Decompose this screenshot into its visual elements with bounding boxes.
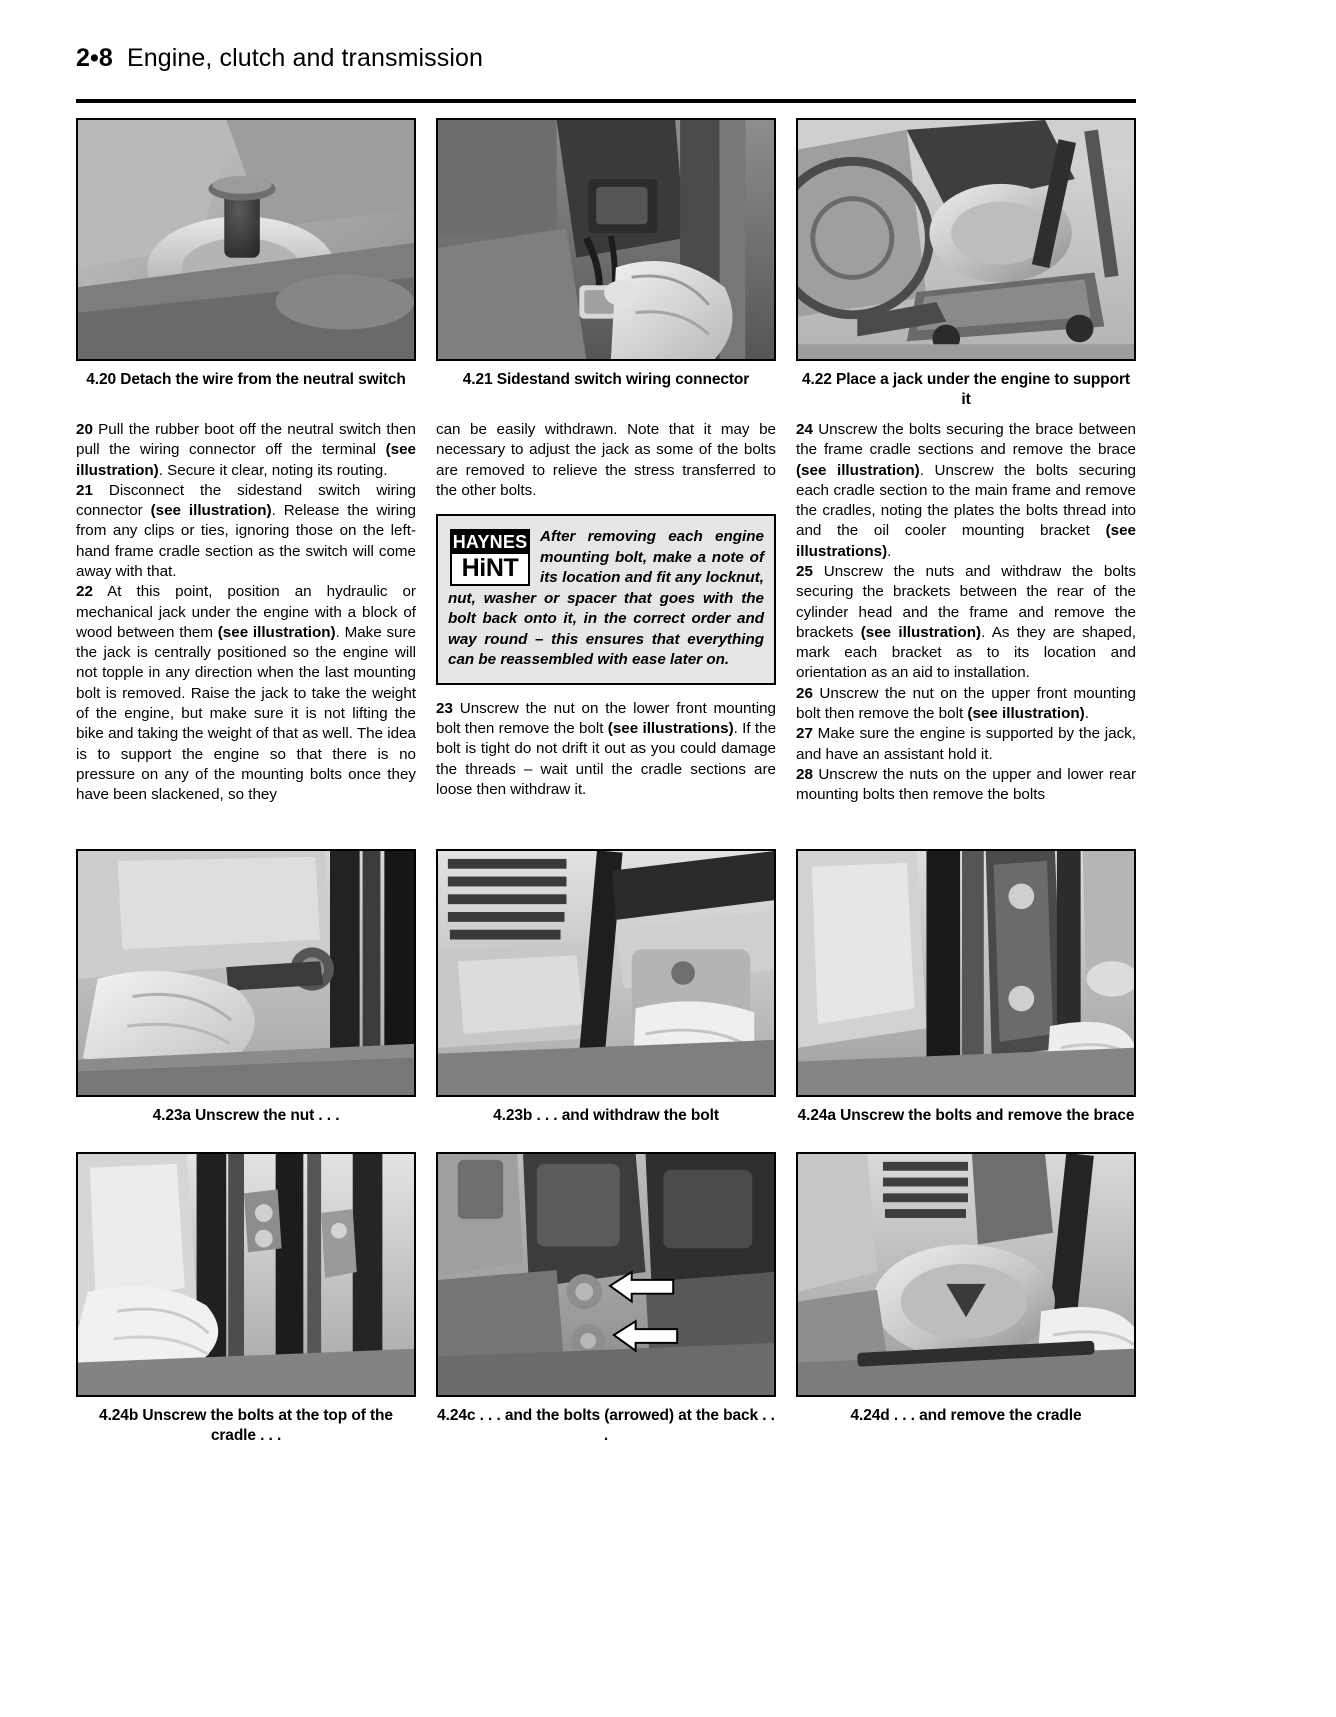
photo-4-22-image <box>798 120 1134 359</box>
photo-4-24b <box>76 1152 416 1397</box>
page-title <box>76 44 1136 73</box>
para-27-text-a: Make sure the engine is supported by the jack, and have an assistant hold it. <box>796 725 1136 763</box>
caption-4-24d: 4.24d . . . and remove the cradle <box>850 1407 1082 1424</box>
para-20-text-a: Pull the rubber boot off the neutral switch then pull the wiring connector off the terminal <box>76 421 416 459</box>
para-23-text-b: . If the bolt is tight do not drift it out as you could damage the threads – wait until the cradle sections are loose then withdraw it. <box>436 720 777 798</box>
para-24-text-c: . <box>887 542 892 560</box>
haynes-hint-logo <box>450 529 530 586</box>
haynes-hint-box <box>436 514 776 685</box>
para-24-bold-b: (see illustrations) <box>796 522 1136 560</box>
caption-4-20: 4.20 Detach the wire from the neutral switch <box>86 371 406 388</box>
haynes-logo-text: HAYNES <box>452 532 528 553</box>
para-num-22: 22 <box>76 583 93 601</box>
caption-4-22: 4.22 Place a jack under the engine to support it <box>802 371 1130 408</box>
photo-4-24d <box>796 1152 1136 1397</box>
para-22-bold-a: (see illustration) <box>217 623 336 641</box>
photo-row-2 <box>76 849 1136 1126</box>
figure-4-23a <box>76 849 416 1126</box>
para-24-bold-a: (see illustration) <box>796 461 920 479</box>
para-28-text-a: Unscrew the nuts on the upper and lower rear mounting bolts then remove the bolts <box>796 765 1136 804</box>
photo-4-22 <box>796 118 1136 361</box>
paragraph-28 <box>796 765 1136 806</box>
para-20-bold-a: (see illustration) <box>76 441 416 479</box>
para-25-text-b: . As they are shaped, mark each bracket as to its location and orientation as an aid to installation. <box>796 623 1136 682</box>
para-22-text-a: At this point, position an hydraulic or mechanical jack under the engine with a block of wood between them <box>76 583 416 641</box>
figure-4-24a <box>796 849 1136 1126</box>
para-num-25: 25 <box>796 562 813 580</box>
photo-4-20 <box>76 118 416 361</box>
paragraph-21 <box>76 481 416 582</box>
para-24-text-b: . Unscrew the bolts securing each cradle section to the main frame and remove the cradles, noting the plates the bolts thread into and the oil cooler mounting bracket <box>796 461 1136 540</box>
caption-4-21: 4.21 Sidestand switch wiring connector <box>462 371 750 388</box>
haynes-hint-text: After removing each engine mounting bolt, make a note of its location and fit any locknut, nut, washer or spacer that goes with the bolt back onto it, in the correct order and way round – this ensures that everything can be reassembled with ease later on. <box>448 528 764 669</box>
para-25-bold-a: (see illustration) <box>860 623 982 641</box>
paragraph-23 <box>436 699 776 800</box>
photo-4-24b-image <box>78 1154 414 1395</box>
caption-4-23a: 4.23a Unscrew the nut . . . <box>152 1107 340 1124</box>
photo-row-1 <box>76 118 1136 410</box>
para-20-text-b: . Secure it clear, noting its routing. <box>158 461 388 479</box>
photo-4-23a-image <box>78 851 414 1095</box>
paragraph-24 <box>796 420 1136 562</box>
paragraph-27 <box>796 724 1136 765</box>
text-column-1 <box>76 420 416 805</box>
caption-4-24b: 4.24b Unscrew the bolts at the top of the cradle . . . <box>99 1407 393 1444</box>
photo-4-23a <box>76 849 416 1097</box>
para-26-bold-a: (see illustration) <box>967 704 1085 722</box>
para-26-text-b: . <box>1084 704 1089 722</box>
paragraph-22-continued: can be easily withdrawn. Note that it may be necessary to adjust the jack as some of the bolts are removed to relieve the stress transferred to the other bolts. <box>436 421 776 499</box>
header-divider <box>76 99 1136 103</box>
page-number: 2•8 <box>76 44 113 72</box>
figure-4-23b <box>436 849 776 1126</box>
para-22-text-b: . Make sure the jack is centrally positioned so the engine will not topple in any direction when the last mounting bolt is removed. Raise the jack to take the weight of the engine, but make sure it is not lifting the bike and taking the weight of that as well. The idea is to support the engine so that there is no pressure on any of the mounting bolts once they have been slackened, so they <box>76 623 416 804</box>
text-column-2 <box>436 420 776 805</box>
para-21-bold-a: (see illustration) <box>150 502 272 520</box>
photo-4-24a <box>796 849 1136 1097</box>
para-num-28: 28 <box>796 765 813 783</box>
para-num-27: 27 <box>796 725 813 743</box>
caption-4-24a: 4.24a Unscrew the bolts and remove the brace <box>797 1107 1135 1124</box>
figure-4-24c <box>436 1152 776 1446</box>
photo-4-23b <box>436 849 776 1097</box>
para-num-20: 20 <box>76 421 93 438</box>
para-num-24: 24 <box>796 421 813 438</box>
paragraph-26 <box>796 684 1136 725</box>
text-columns <box>76 420 1136 805</box>
chapter-title: Engine, clutch and transmission <box>126 44 484 72</box>
photo-4-24c <box>436 1152 776 1397</box>
photo-4-24a-image <box>798 851 1134 1095</box>
para-num-26: 26 <box>796 684 813 702</box>
para-num-21: 21 <box>76 481 93 499</box>
para-num-23: 23 <box>436 699 453 717</box>
paragraph-25 <box>796 562 1136 684</box>
figure-4-22 <box>796 118 1136 410</box>
photo-4-21-image <box>438 120 774 359</box>
para-23-bold-a: (see illustrations) <box>607 720 734 738</box>
figure-4-24d <box>796 1152 1136 1446</box>
page-header <box>76 44 1136 102</box>
para-24-text-a: Unscrew the bolts securing the brace between the frame cradle sections and remove the brace <box>796 421 1136 459</box>
caption-4-24c: 4.24c . . . and the bolts (arrowed) at the back . . . <box>437 1407 775 1444</box>
para-21-text-b: . Release the wiring from any clips or ties, ignoring those on the left-hand frame cradle section as the switch will come away with that. <box>76 502 416 580</box>
photo-4-24c-image <box>438 1154 774 1395</box>
paragraph-20 <box>76 420 416 481</box>
para-26-text-a: Unscrew the nut on the upper front mounting bolt then remove the bolt <box>796 684 1136 722</box>
caption-4-23b: 4.23b . . . and withdraw the bolt <box>493 1107 719 1124</box>
photo-4-20-image <box>78 120 414 359</box>
figure-4-24b <box>76 1152 416 1446</box>
text-column-3 <box>796 420 1136 805</box>
photo-4-24d-image <box>798 1154 1134 1395</box>
figure-4-21 <box>436 118 776 410</box>
photo-row-3 <box>76 1152 1136 1446</box>
photo-4-21 <box>436 118 776 361</box>
figure-4-20 <box>76 118 416 410</box>
para-23-text-a: Unscrew the nut on the lower front mounting bolt then remove the bolt <box>436 699 776 738</box>
hint-logo-text: HiNT <box>452 554 528 584</box>
photo-4-23b-image <box>438 851 774 1095</box>
para-25-text-a: Unscrew the nuts and withdraw the bolts securing the brackets between the rear of the cylinder head and the frame and remove the brackets <box>796 562 1136 641</box>
para-21-text-a: Disconnect the sidestand switch wiring connector <box>76 481 416 520</box>
paragraph-22 <box>76 582 416 805</box>
